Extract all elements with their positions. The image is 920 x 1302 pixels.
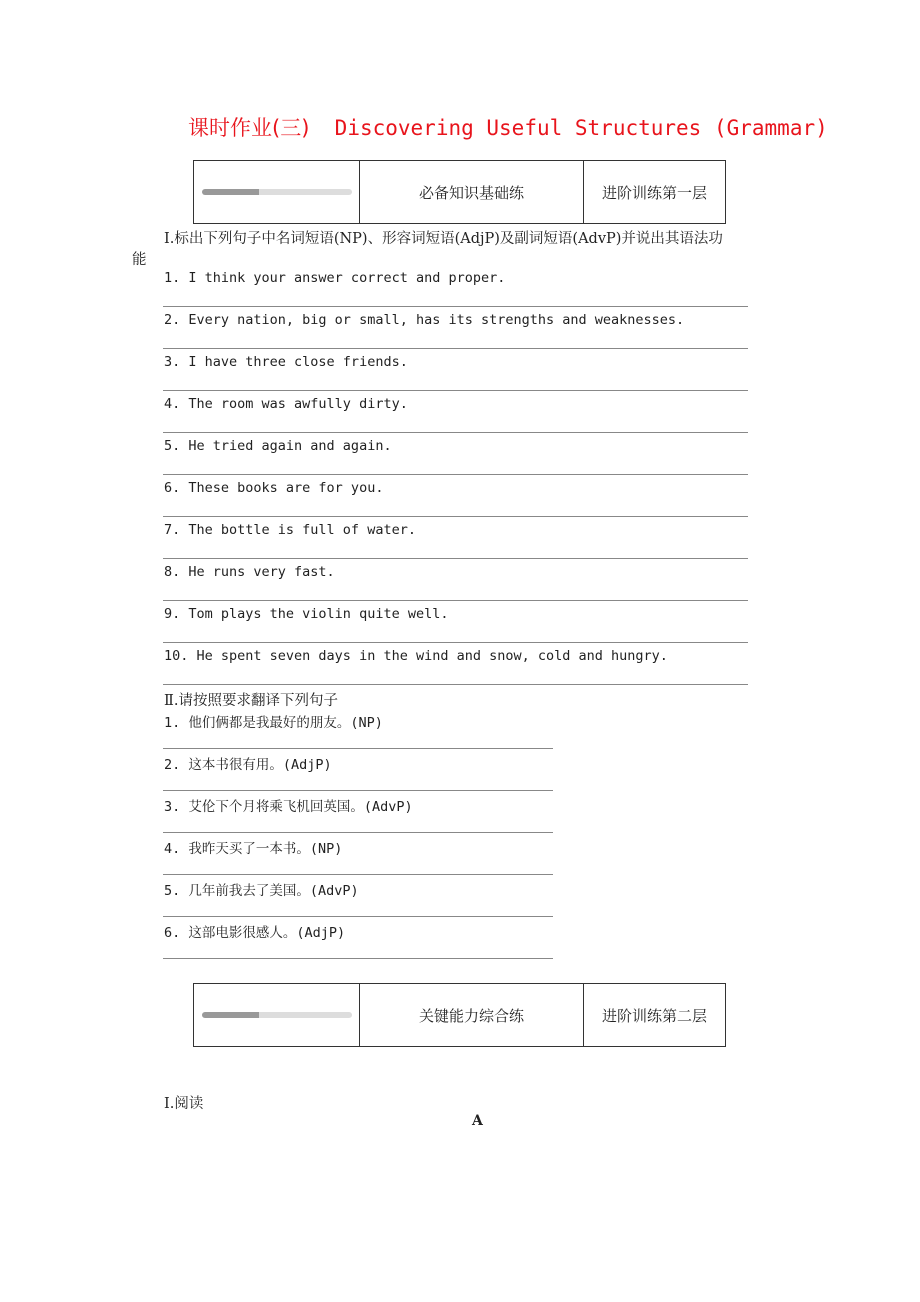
answer-line[interactable] [163, 748, 553, 749]
answer-line[interactable] [163, 390, 748, 391]
banner-right: 进阶训练第二层 [601, 1006, 707, 1025]
title-cn: 课时作业(三) [188, 116, 310, 140]
translation-item: 6. 这部电影很感人。(AdjP) [164, 925, 346, 941]
question-item: 6. These books are for you. [164, 480, 384, 496]
banner-right: 进阶训练第一层 [601, 183, 707, 202]
translation-item: 2. 这本书很有用。(AdjP) [164, 757, 332, 773]
reading-heading: Ⅰ.阅读 [164, 1096, 204, 1112]
banner-middle: 关键能力综合练 [360, 984, 584, 1046]
question-item: 9. Tom plays the violin quite well. [164, 606, 449, 622]
answer-line[interactable] [163, 874, 553, 875]
translation-item: 1. 他们俩都是我最好的朋友。(NP) [164, 715, 383, 731]
answer-line[interactable] [163, 558, 748, 559]
banner-decoration [194, 161, 360, 223]
section1-heading-cont: 能 [132, 252, 147, 268]
answer-line[interactable] [163, 684, 748, 685]
answer-line[interactable] [163, 306, 748, 307]
question-item: 1. I think your answer correct and proper. [164, 270, 506, 286]
question-item: 4. The room was awfully dirty. [164, 396, 408, 412]
section-banner-2 [193, 983, 726, 1047]
banner-decoration [194, 984, 360, 1046]
progress-bar-icon [202, 1012, 352, 1018]
translation-item: 3. 艾伦下个月将乘飞机回英国。(AdvP) [164, 799, 413, 815]
question-item: 10. He spent seven days in the wind and snow, cold and hungry. [164, 648, 668, 664]
answer-line[interactable] [163, 642, 748, 643]
page-title [188, 112, 828, 142]
question-item: 2. Every nation, big or small, has its strengths and weaknesses. [164, 312, 685, 328]
question-item: 7. The bottle is full of water. [164, 522, 416, 538]
translation-item: 4. 我昨天买了一本书。(NP) [164, 841, 343, 857]
question-item: 3. I have three close friends. [164, 354, 408, 370]
progress-bar-icon [202, 189, 352, 195]
passage-label: A [472, 1113, 483, 1129]
answer-line[interactable] [163, 516, 748, 517]
answer-line[interactable] [163, 432, 748, 433]
answer-line[interactable] [163, 474, 748, 475]
translation-item: 5. 几年前我去了美国。(AdvP) [164, 883, 359, 899]
answer-line[interactable] [163, 790, 553, 791]
question-item: 5. He tried again and again. [164, 438, 392, 454]
section1-heading: Ⅰ.标出下列句子中名词短语(NP)、形容词短语(AdjP)及副词短语(AdvP)并说出其语法功 [164, 231, 723, 247]
title-en: Discovering Useful Structures (Grammar) [309, 116, 828, 140]
answer-line[interactable] [163, 958, 553, 959]
answer-line[interactable] [163, 600, 748, 601]
banner-middle: 必备知识基础练 [360, 161, 584, 223]
answer-line[interactable] [163, 916, 553, 917]
section2-heading: Ⅱ.请按照要求翻译下列句子 [164, 693, 338, 709]
section-banner-1 [193, 160, 726, 224]
answer-line[interactable] [163, 348, 748, 349]
question-item: 8. He runs very fast. [164, 564, 335, 580]
answer-line[interactable] [163, 832, 553, 833]
